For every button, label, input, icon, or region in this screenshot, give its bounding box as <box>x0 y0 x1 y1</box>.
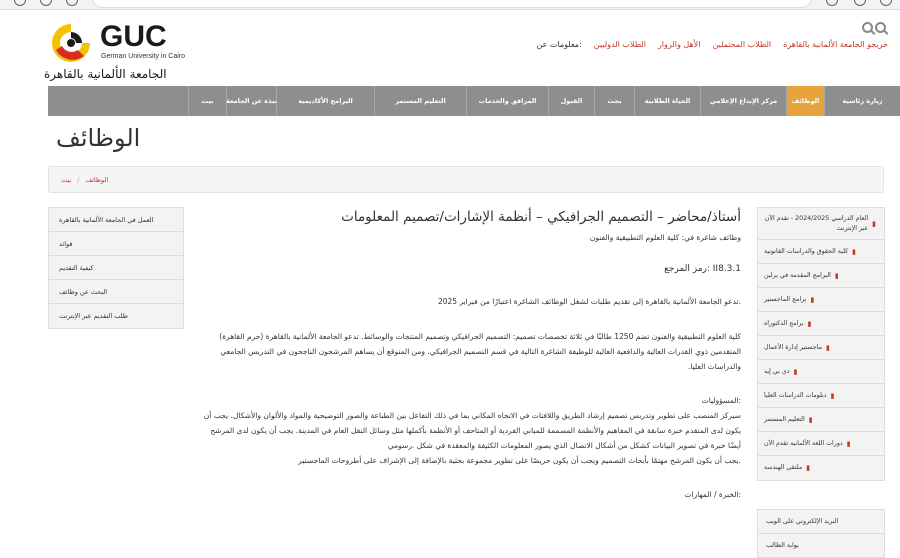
back-icon[interactable] <box>14 0 26 6</box>
sidebar-item-webmail[interactable]: البريد الإلكتروني على الويب <box>758 510 884 534</box>
responsibilities-label: :المسؤوليات <box>701 396 741 405</box>
sidebar-item-masters[interactable]: ▮ برامج الماجستير <box>758 288 884 312</box>
left-sidebar <box>48 207 184 329</box>
nav-item-facilities[interactable]: المرافق والخدمات <box>466 86 548 116</box>
job-intro: .تدعو الجامعة الألمانية بالقاهرة إلى تقديم طلبات لشغل الوظائف الشاغرة اعتبارًا من فبراير 2025 <box>437 297 741 306</box>
bookmark-icon: ▮ <box>825 343 830 352</box>
sidebar-item-working-at-guc[interactable]: العمل في الجامعة الألمانية بالقاهرة <box>49 208 183 232</box>
bookmark-icon: ▮ <box>806 464 811 472</box>
sidebar-item-german-courses[interactable]: ▮ دورات اللغة الألمانية تقدم الآن <box>758 432 884 456</box>
browser-toolbar <box>0 0 900 10</box>
search-controls <box>862 22 886 33</box>
guc-logo-mark-icon <box>48 20 94 64</box>
sidebar-item-postgrad-diplomas[interactable]: ▮ دبلومات الدراسات العليا <box>758 384 884 408</box>
top-links <box>537 40 889 49</box>
bookmark-icon: ▮ <box>793 367 798 376</box>
extension-icon[interactable] <box>826 0 838 6</box>
bookmark-icon: ▮ <box>846 439 851 448</box>
nav-item-student-life[interactable]: الحياة الطلابية <box>634 86 700 116</box>
nav-item-about[interactable]: نبذة عن الجامعة <box>226 86 276 116</box>
job-title: أستاذ/محاضر – التصميم الجرافيكي – أنظمة الإشارات/تصميم المعلومات <box>341 209 741 225</box>
sidebar-item-benefits[interactable]: فوائد <box>49 232 183 256</box>
search-icon[interactable] <box>862 22 873 33</box>
responsibilities-text: سيركز المنصب على تطوير وتدريس تصميم إرشاد الطريق واللافتات في الاتجاه المكاني بما في ذلك التفاعل بين الطباعة والصور التوضيحية والمواد والألوان والأشكال. يجب أن يكون لدى المتقدم خبرة سابقة في المفاهيم والأنظمة المصممة للمباني الفردية أو المتاحف أو الأنظمة بأكملها مثل وسائل النقل العام في المدينة. يجب أن يكون لدى المرشح أيضًا خبرة في تصوير البيانات كشكل من أشكال الاتصال الذي يصور المعلومات الكثيفة والمعقدة في شكل .رسومي <box>203 411 741 450</box>
right-sidebar <box>757 207 885 481</box>
responsibilities-text-2: .يجب أن يكون المرشح مهتمًا بأبحاث التصميم ويجب أن يكون حريصًا على تطوير مجموعة بحثية بالإضافة إلى الإشراف على أطروحات الماجستير <box>298 456 741 465</box>
sidebar-item-how-to-apply[interactable]: كيفية التقديم <box>49 256 183 280</box>
guc-logo[interactable] <box>44 20 188 82</box>
bookmark-icon: ▮ <box>807 319 812 328</box>
sidebar-item-law-faculty[interactable]: ▮ كلية الحقوق والدراسات القانونية <box>758 240 884 264</box>
logo-brand-text: GUC <box>100 20 167 53</box>
job-faculty-description: كلية العلوم التطبيقية والفنون تضم 1250 طالبًا في ثلاثة تخصصات تصميم: التصميم الجرافيكي وتصميم المنتجات والوسائط. تدعو الجامعة الألمانية بالقاهرة (حرم القاهرة) المتقدمين ذوي القدرات العالية والدافعية العالية للوظيفة الشاغرة التالية في قسم التصميم الجرافيكي. ومن المتوقع أن يساهم المرشحون الناجحون في التدريس الجامعي والدراسات العليا. <box>219 332 741 371</box>
top-link-prospective-students[interactable]: الطلاب المحتملين <box>712 40 772 49</box>
right-sidebar-links <box>757 509 885 558</box>
forward-icon[interactable] <box>40 0 52 6</box>
sidebar-item-dba[interactable]: ▮ دي بي إيه <box>758 360 884 384</box>
top-link-parents-visitors[interactable]: الأهل والزوار <box>657 40 701 49</box>
breadcrumb-current[interactable]: الوظائف <box>85 175 109 184</box>
logo-arabic-text: الجامعة الألمانية بالقاهرة <box>44 67 167 81</box>
sidebar-item-phd[interactable]: ▮ برامج الدكتوراه <box>758 312 884 336</box>
job-details <box>196 207 741 502</box>
nav-item-admission[interactable]: القبول <box>548 86 594 116</box>
reload-icon[interactable] <box>66 0 78 6</box>
menu-icon[interactable] <box>880 0 892 6</box>
sidebar-item-engineering-forum[interactable]: ▮ ملتقى الهندسة <box>758 456 884 480</box>
sidebar-item-online-application[interactable]: طلب التقديم عبر الإنترنت <box>49 304 183 328</box>
bookmark-icon: ▮ <box>872 219 876 228</box>
sidebar-item-student-portal[interactable]: بوابة الطالب <box>758 534 884 558</box>
job-reference: II8.3.1 :رمز المرجع <box>664 264 741 274</box>
job-faculty: وظائف شاغرة في: كلية العلوم التطبيقية والفنون <box>589 233 741 242</box>
logo-sub-text: German University in Cairo <box>101 53 186 60</box>
sidebar-item-academic-year[interactable]: ▮ العام الدراسي 2024/2025 - تقدم الآن عبر الإنترنت <box>758 208 884 240</box>
nav-item-continuing-education[interactable]: التعليم المستمر <box>374 86 466 116</box>
breadcrumb <box>48 166 884 193</box>
profile-icon[interactable] <box>854 0 866 6</box>
bookmark-icon: ▮ <box>830 391 835 400</box>
advanced-search-icon[interactable] <box>875 22 886 33</box>
top-links-label: :معلومات عن <box>536 40 582 49</box>
nav-item-media-innovation[interactable]: مركز الإبداع الإعلامي <box>700 86 786 116</box>
page-title: الوظائف <box>56 124 141 152</box>
bookmark-icon: ▮ <box>810 295 815 304</box>
nav-item-academic-programs[interactable]: البرامج الأكاديمية <box>276 86 374 116</box>
sidebar-item-job-search[interactable]: البحث عن وظائف <box>49 280 183 304</box>
experience-label: :الخبرة / المهارات <box>684 490 741 499</box>
sidebar-item-continuing-education[interactable]: ▮ التعليم المستمر <box>758 408 884 432</box>
nav-item-research[interactable]: بحث <box>594 86 634 116</box>
sidebar-item-mba[interactable]: ▮ ماجستير إدارة الأعمال <box>758 336 884 360</box>
nav-item-home[interactable]: بيت <box>188 86 226 116</box>
bookmark-icon: ▮ <box>808 415 813 424</box>
main-nav <box>48 86 900 116</box>
breadcrumb-home[interactable]: بيت <box>61 175 72 184</box>
bookmark-icon: ▮ <box>834 271 839 280</box>
bookmark-icon: ▮ <box>852 247 857 256</box>
sidebar-item-berlin-programs[interactable]: ▮ البرامج المقدمة في برلين <box>758 264 884 288</box>
breadcrumb-separator: / <box>77 175 80 184</box>
nav-item-jobs[interactable]: الوظائف <box>786 86 824 116</box>
top-link-international-students[interactable]: الطلاب الدوليين <box>593 40 646 49</box>
nav-item-presidential-visit[interactable]: زيارة رئاسية <box>824 86 900 116</box>
top-link-alumni[interactable]: خريجو الجامعة الألمانية بالقاهرة <box>783 40 888 49</box>
address-bar[interactable] <box>92 0 812 8</box>
